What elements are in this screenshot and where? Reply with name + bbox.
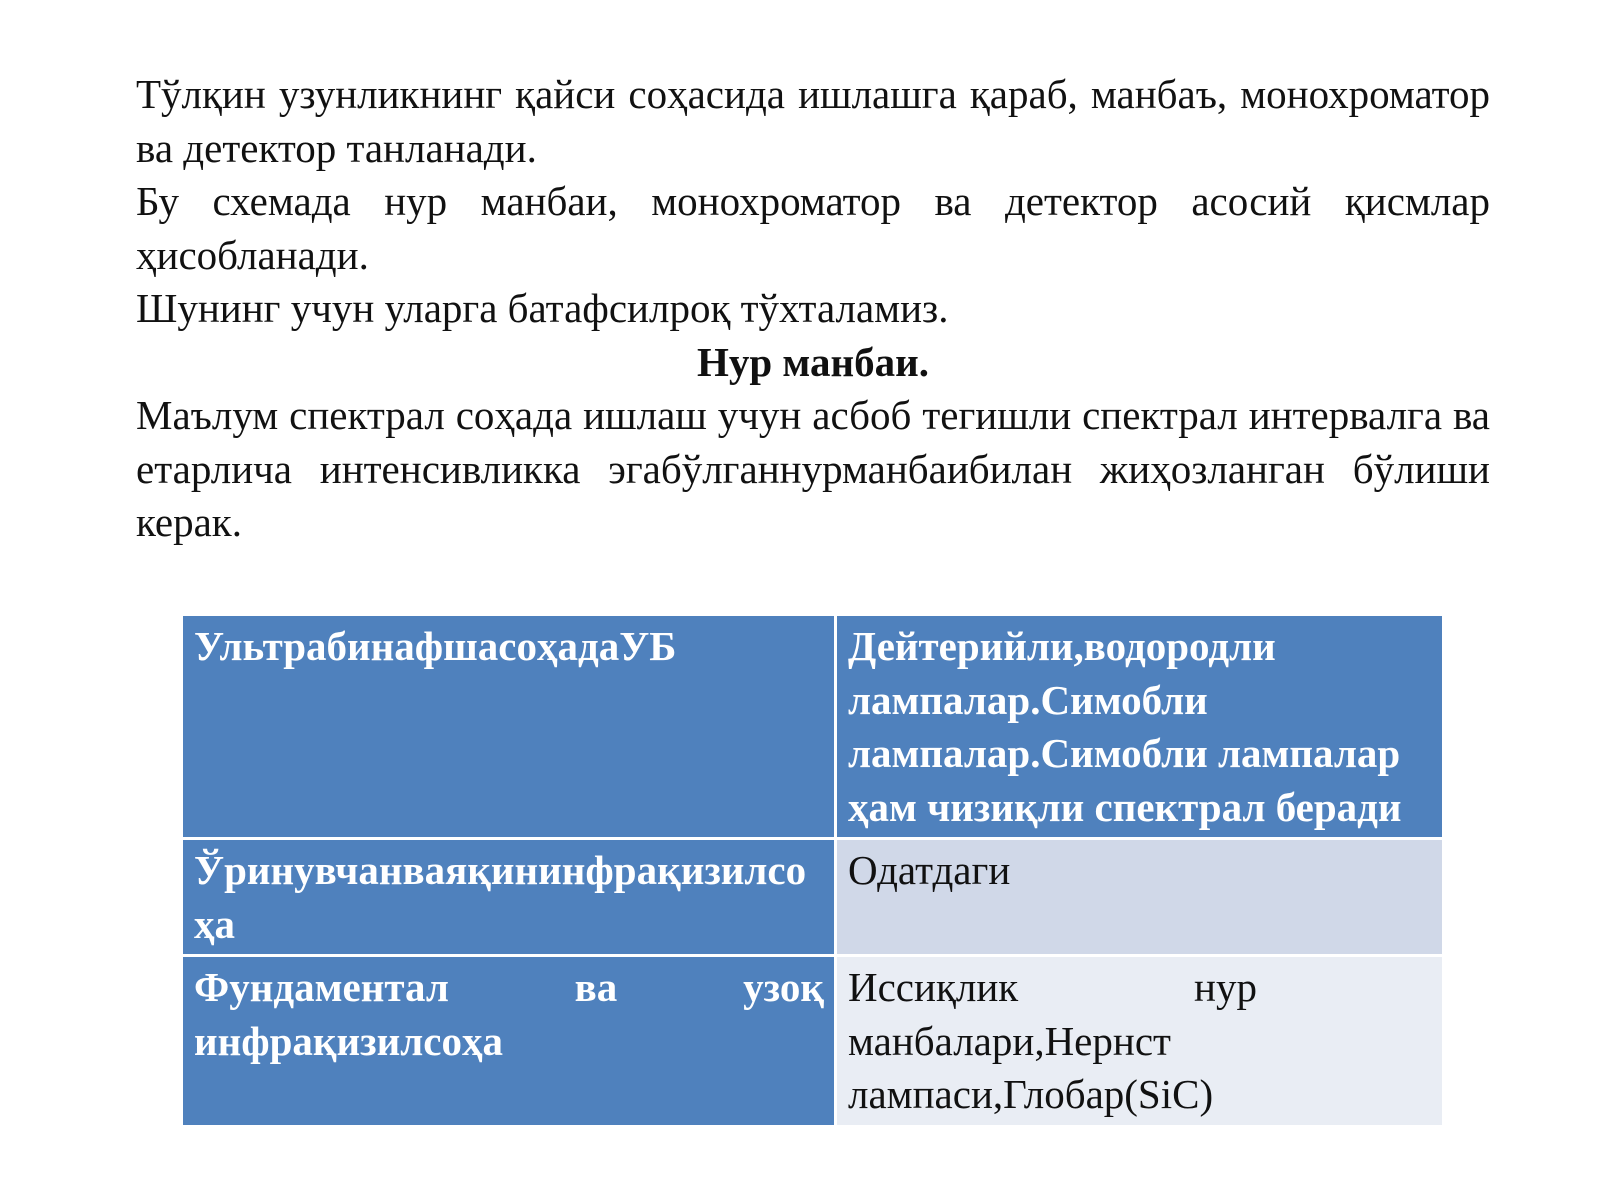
paragraph-main-parts: Бу схемада нур манбаи, монохроматор ва детектор асосий қисмлар ҳисобланади. [136, 178, 1490, 278]
paragraph-light-source-requirement: Маълум спектрал соҳада ишлаш учун асбоб тегишли спектрал интервалга ва етарлича интенсивликка эгабўлганнурманбаибилан жиҳозланган бўлиши керак. [136, 392, 1490, 545]
table-row [182, 956, 1444, 1127]
table-row [182, 839, 1444, 956]
spectral-region-cell: Фундаментал ва узоқ инфрақизилсоҳа [182, 956, 836, 1127]
text-body [136, 68, 1490, 550]
table-row [182, 615, 1444, 839]
paragraph-detail-intro: Шунинг учун уларга батафсилроқ тўхталамиз. [136, 285, 949, 331]
light-source-cell: Иссиқлик нур манбалари,Нернст лампаси,Глобар(SiC) [836, 956, 1444, 1127]
light-source-cell: Дейтерийли,водородли лампалар.Симобли лампалар.Симобли лампалар ҳам чизиқли спектрал беради [836, 615, 1444, 839]
section-heading: Нур манбаи. [696, 338, 930, 385]
paragraph-wavelength-selection: Тўлқин узунликнинг қайси соҳасида ишлашга қараб, манбаъ, монохроматор ва детектор танланади. [136, 71, 1490, 171]
spectral-region-cell: УльтрабинафшасоҳадаУБ [182, 615, 836, 839]
spectral-region-cell: Ўринувчанваяқининфрақизилсоҳа [182, 839, 836, 956]
light-source-table [180, 613, 1445, 1128]
light-source-cell: Одатдаги [836, 839, 1444, 956]
